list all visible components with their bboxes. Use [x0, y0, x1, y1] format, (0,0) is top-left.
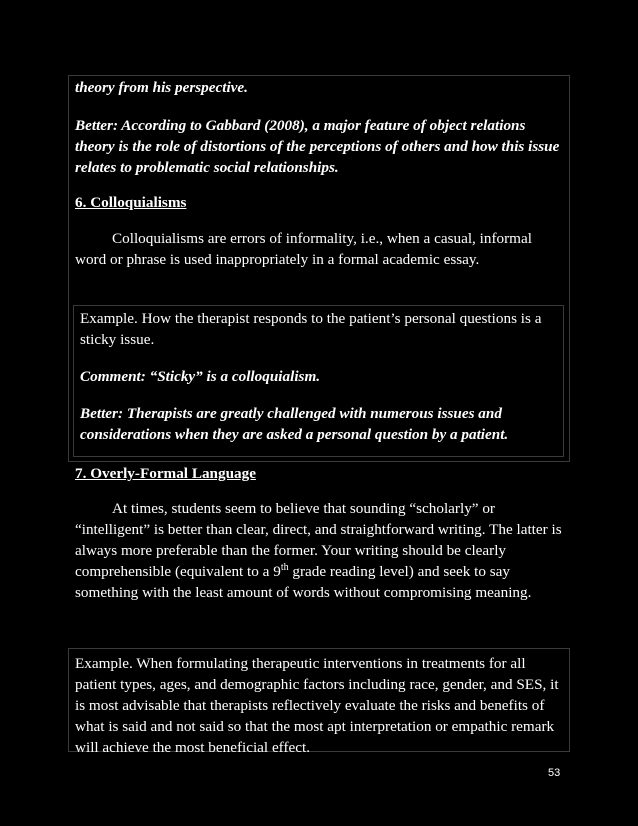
- top-line: theory from his perspective.: [75, 79, 248, 96]
- colloquialism-comment: Comment: “Sticky” is a colloquialism.: [80, 368, 321, 385]
- section-7-body-sup: th: [280, 562, 289, 573]
- section-7-body-post: grade reading level) and seek to say something with the least amount of words without compromising meaning.: [75, 563, 532, 601]
- section-6-heading: 6. Colloquialisms: [75, 194, 187, 211]
- better-example-1: Better: According to Gabbard (2008), a major feature of object relations theory is the role of distortions of the perceptions of others and how this issue relates to problematic social relationships.: [75, 117, 560, 176]
- page-number: 53: [548, 767, 561, 779]
- colloquialism-better: Better: Therapists are greatly challenged with numerous issues and considerations when they are asked a personal question by a patient.: [80, 405, 509, 443]
- section-7-heading: 7. Overly-Formal Language: [75, 465, 256, 482]
- colloquialism-example: Example. How the therapist responds to the patient’s personal questions is a sticky issue.: [80, 310, 542, 348]
- section-7-body: [75, 498, 565, 603]
- section-7-body-pre: At times, students seem to believe that sounding “scholarly” or “intelligent” is better than clear, direct, and straightforward writing. The latter is always more preferable than the former. Your writing should be clearly comprehensible (equivalent to a 9: [75, 500, 562, 580]
- overly-formal-example: Example. When formulating therapeutic interventions in treatments for all patient types, ages, and demographic factors including race, gender, and SES, it is most advisable that therapists reflectively evaluate the risks and benefits of what is said and not said so that the most apt interpretation or empathic remark will achieve the most beneficial effect.: [75, 655, 559, 756]
- section-6-body: Colloquialisms are errors of informality, i.e., when a casual, informal word or phrase is used inappropriately in a formal academic essay.: [75, 230, 532, 268]
